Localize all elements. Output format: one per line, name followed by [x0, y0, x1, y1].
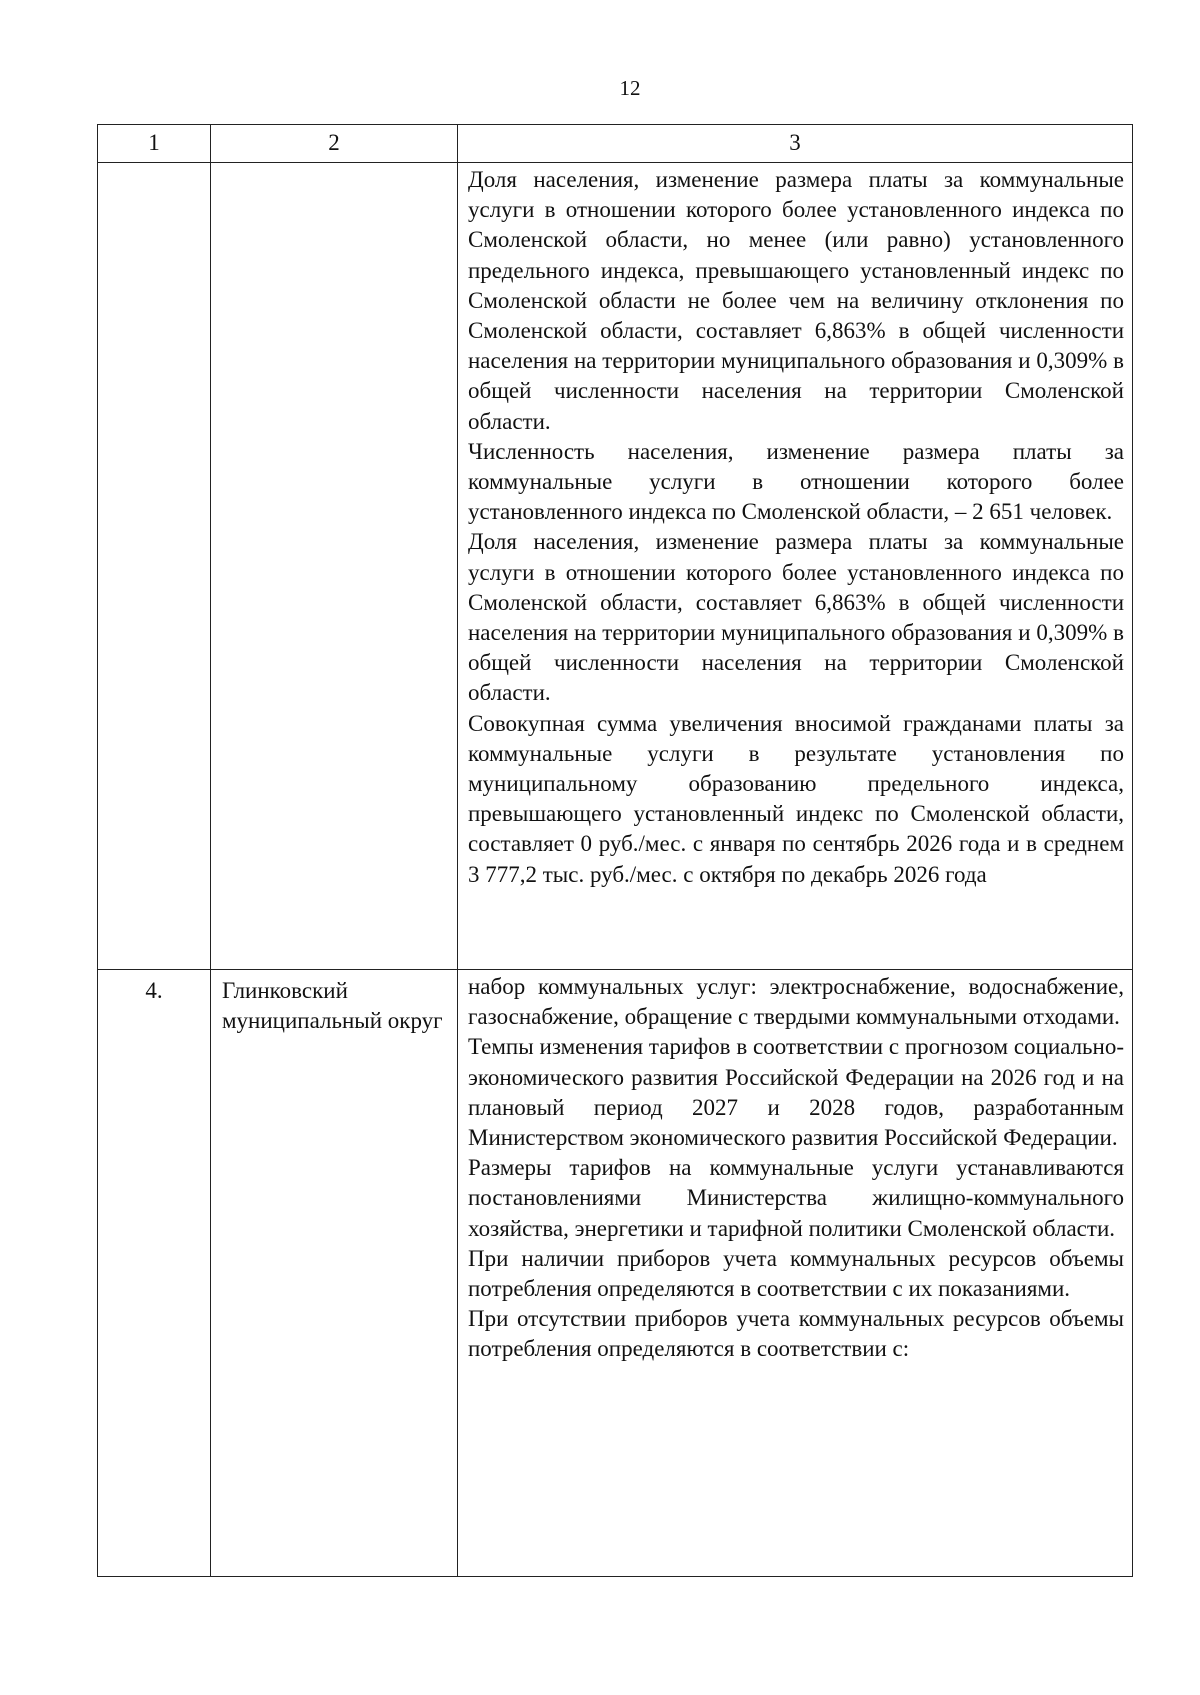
data-table — [97, 124, 1133, 1577]
column-header: 1 — [98, 125, 211, 163]
municipality-name-cell — [211, 163, 458, 970]
paragraph: Численность населения, изменение размера платы за коммунальные услуги в отношении которого более установленного индекса по Смоленской области, – 2 651 человек. — [468, 438, 1124, 525]
paragraph: Темпы изменения тарифов в соответствии с прогнозом социально-экономического развития Российской Федерации на 2026 год и на плановый период 2027 и 2028 годов, разработанным Министерством экономического развития Российской Федерации. — [468, 1034, 1124, 1151]
table-row — [98, 163, 1133, 970]
paragraph: Совокупная сумма увеличения вносимой гражданами платы за коммунальные услуги в результате установления по муниципальному образованию предельного индекса, превышающего установленный индекс по Смоленской области, составляет 0 руб./мес. с января по сентябрь 2026 года и в среднем 3 777,2 тыс. руб./мес. с октября по декабрь 2026 года — [468, 710, 1124, 887]
table-header-row — [98, 125, 1133, 163]
table-row — [98, 970, 1133, 1577]
page-number: 12 — [619, 76, 641, 100]
row-number-cell — [98, 163, 211, 970]
description-cell — [458, 163, 1133, 970]
paragraph: Доля населения, изменение размера платы за коммунальные услуги в отношении которого более установленного индекса по Смоленской области, но менее (или равно) установленного предельного индекса, превышающего установленный индекс по Смоленской области не более чем на величину отклонения по Смоленской области, составляет 6,863% в общей численности населения на территории муниципального образования и 0,309% в общей численности населения на территории Смоленской области. — [468, 167, 1124, 434]
column-header: 3 — [458, 125, 1133, 163]
description-cell — [458, 970, 1133, 1577]
paragraph: При отсутствии приборов учета коммунальных ресурсов объемы потребления определяются в соответствии с: — [468, 1306, 1124, 1362]
paragraph: набор коммунальных услуг: электроснабжение, водоснабжение, газоснабжение, обращение с твердыми коммунальными отходами. — [468, 974, 1124, 1030]
paragraph: Размеры тарифов на коммунальные услуги устанавливаются постановлениями Министерства жилищно-коммунального хозяйства, энергетики и тарифной политики Смоленской области. — [468, 1155, 1124, 1241]
column-header: 2 — [211, 125, 458, 163]
row-number-cell: 4. — [98, 970, 211, 1577]
paragraph: При наличии приборов учета коммунальных ресурсов объемы потребления определяются в соответствии с их показаниями. — [468, 1245, 1124, 1302]
paragraph: Доля населения, изменение размера платы за коммунальные услуги в отношении которого более установленного индекса по Смоленской области, составляет 6,863% в общей численности населения на территории муниципального образования и 0,309% в общей численности населения на территории Смоленской области. — [468, 529, 1124, 706]
municipality-name-cell: Глинковский муниципальный округ — [211, 970, 458, 1577]
